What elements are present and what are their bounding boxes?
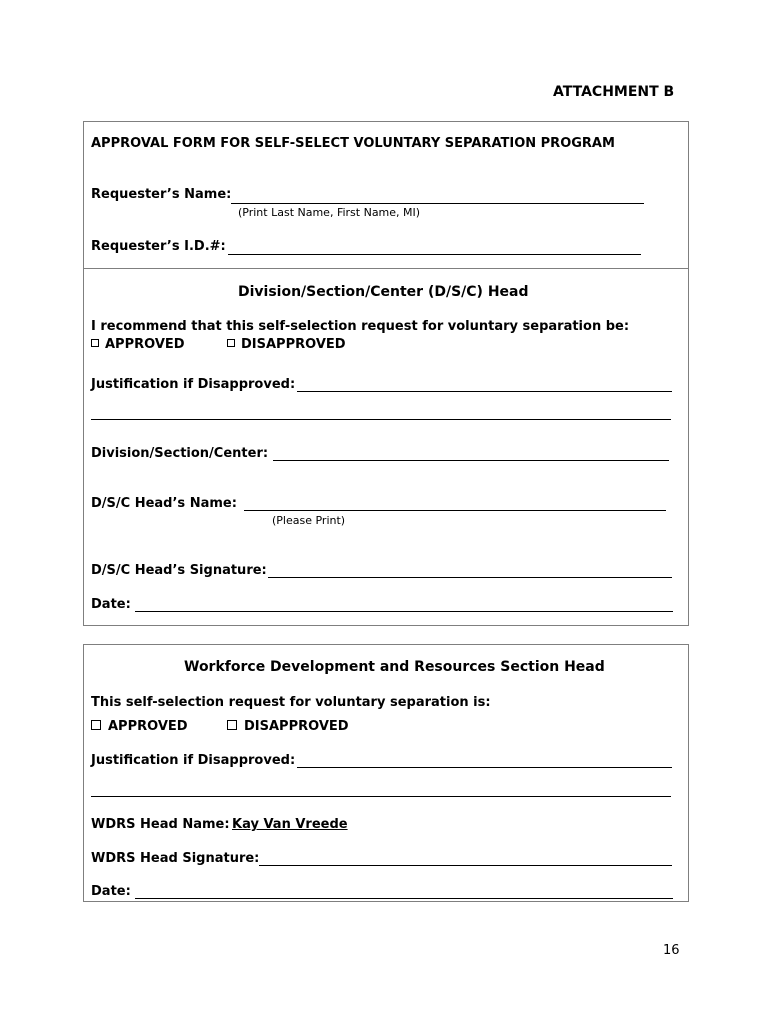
checkbox-icon[interactable] bbox=[91, 339, 99, 347]
dsc-date-field[interactable] bbox=[135, 611, 673, 612]
dsc-head-name-hint: (Please Print) bbox=[272, 514, 346, 527]
wdrs-justification-label: Justification if Disapproved: bbox=[91, 753, 296, 768]
dsc-division-label: Division/Section/Center: bbox=[91, 446, 269, 461]
section-divider bbox=[84, 268, 688, 269]
wdrs-signature-field[interactable] bbox=[259, 865, 672, 866]
wdrs-date-field[interactable] bbox=[135, 898, 673, 899]
dsc-recommend-text: I recommend that this self-selection request for voluntary separation be: bbox=[91, 319, 630, 334]
checkbox-icon[interactable] bbox=[91, 720, 101, 730]
requester-id-label: Requester’s I.D.#: bbox=[91, 239, 226, 254]
wdrs-disapproved-option[interactable] bbox=[227, 719, 349, 734]
dsc-disapproved-option[interactable] bbox=[227, 337, 346, 352]
dsc-approved-label: APPROVED bbox=[105, 337, 185, 352]
attachment-label: ATTACHMENT B bbox=[553, 84, 675, 100]
dsc-division-field[interactable] bbox=[273, 460, 669, 461]
wdrs-approved-label: APPROVED bbox=[108, 719, 188, 734]
wdrs-heading: Workforce Development and Resources Section Head bbox=[184, 659, 605, 675]
wdrs-request-text: This self-selection request for voluntary separation is: bbox=[91, 695, 491, 710]
dsc-disapproved-label: DISAPPROVED bbox=[241, 337, 346, 352]
wdrs-head-name-value: Kay Van Vreede bbox=[232, 817, 348, 832]
dsc-head-name-label: D/S/C Head’s Name: bbox=[91, 496, 237, 511]
wdrs-justification-field-2[interactable] bbox=[91, 796, 671, 797]
form-title: APPROVAL FORM FOR SELF-SELECT VOLUNTARY SEPARATION PROGRAM bbox=[91, 136, 615, 151]
checkbox-icon[interactable] bbox=[227, 339, 235, 347]
dsc-justification-field-2[interactable] bbox=[91, 419, 671, 420]
dsc-justification-field[interactable] bbox=[297, 391, 672, 392]
wdrs-head-name-label: WDRS Head Name: bbox=[91, 817, 230, 832]
dsc-date-label: Date: bbox=[91, 597, 131, 612]
page-number: 16 bbox=[663, 943, 680, 958]
dsc-approved-option[interactable] bbox=[91, 337, 185, 352]
requester-name-label: Requester’s Name: bbox=[91, 187, 232, 202]
wdrs-signature-label: WDRS Head Signature: bbox=[91, 851, 260, 866]
wdrs-justification-field[interactable] bbox=[297, 767, 672, 768]
checkbox-icon[interactable] bbox=[227, 720, 237, 730]
requester-name-hint: (Print Last Name, First Name, MI) bbox=[238, 206, 421, 219]
dsc-signature-field[interactable] bbox=[268, 577, 672, 578]
wdrs-approved-option[interactable] bbox=[91, 719, 188, 734]
dsc-heading: Division/Section/Center (D/S/C) Head bbox=[238, 284, 529, 300]
requester-name-field[interactable] bbox=[231, 203, 644, 204]
dsc-signature-label: D/S/C Head’s Signature: bbox=[91, 563, 267, 578]
wdrs-disapproved-label: DISAPPROVED bbox=[244, 719, 349, 734]
requester-id-field[interactable] bbox=[228, 254, 641, 255]
dsc-justification-label: Justification if Disapproved: bbox=[91, 377, 296, 392]
wdrs-date-label: Date: bbox=[91, 884, 131, 899]
dsc-head-name-field[interactable] bbox=[244, 510, 666, 511]
